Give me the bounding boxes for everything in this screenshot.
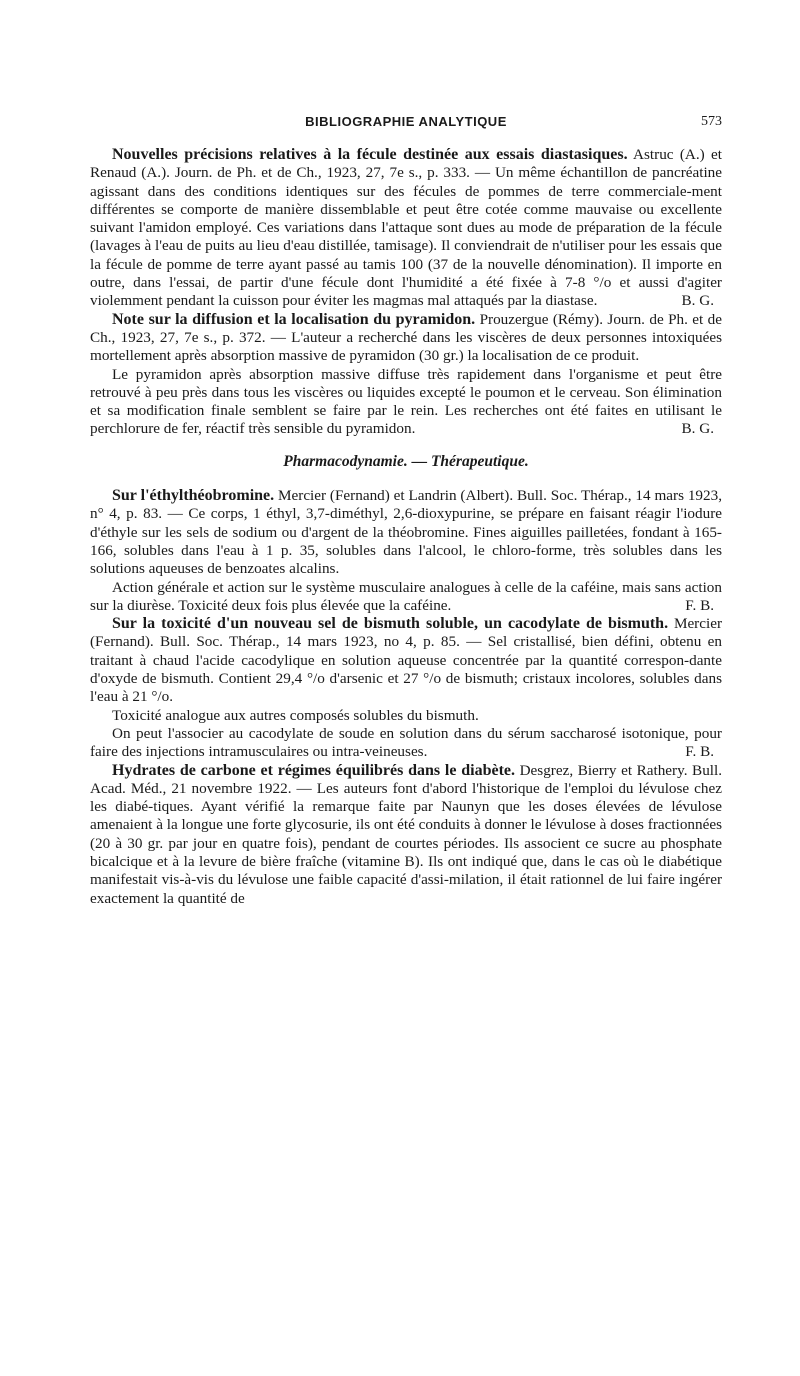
entry-citation: Mercier (Fernand). Bull. Soc. Thérap., 14 mars 1923, no 4, p. 85. — <box>90 615 722 651</box>
entry-paragraph: Un même échantillon de pancréatine agissant dans des conditions identiques sur des fécules de pommes de terre commerciale-ment différentes se comporte de manière dissemblable et peut être cotée comme mauvaise ou excellente suivant l'amidon employé. Ces variations dans l'attaque sont dues au mode de préparation de la fécule (lavages à l'eau de puits au lieu d'eau distillée, tamisage). Il conviendrait de n'utiliser pour les essais que la fécule de pomme de terre ayant passé au tamis 100 (37 de la nouvelle dénomination). Il importe en outre, dans l'essai, de partir d'une fécule dont l'humidité a été fixée à 7-8 °/o et aussi d'agiter violemment pendant la cuisson pour éviter les magmas mal attaqués par la diastase. <box>90 164 723 310</box>
bibliography-entry <box>90 487 722 578</box>
entry-citation: Astruc (A.) et Renaud (A.). Journ. de Ph. et de Ch., 1923, 27, 7e s., p. 333. — <box>90 146 722 182</box>
entry-paragraph-text: On peut l'associer au cacodylate de soude en solution dans du sérum saccharosé isotonique, pour faire des injections intramusculaires ou intra-veineuses. <box>90 724 722 761</box>
page-body <box>90 146 722 908</box>
entry-signature: B. G. <box>681 420 714 438</box>
page-number: 573 <box>701 114 722 129</box>
bibliography-entry <box>90 762 722 908</box>
entry-title: Nouvelles précisions relatives à la fécule destinée aux essais diastasiques. <box>112 146 628 163</box>
entry-paragraph: Sel cristallisé, bien défini, obtenu en traitant à chaud l'acide cacodylique en solution aqueuse concentrée par la quantité correspon-dante d'oxyde de bismuth. Contient 29,4 °/o d'arsenic et 27 °/o de bismuth; cristaux incolores, solubles dans l'eau à 21 °/o. <box>90 633 723 706</box>
running-title: BIBLIOGRAPHIE ANALYTIQUE <box>305 114 507 129</box>
entry-title: Note sur la diffusion et la localisation du pyramidon. <box>112 310 476 328</box>
entry-paragraph <box>90 366 722 439</box>
entry-paragraph <box>90 579 722 616</box>
entry-paragraph: Ce corps, 1 éthyl, 3,7-diméthyl, 2,6-dioxypurine, se prépare en faisant réagir l'iodure d'éthyle sur les sels de sodium ou d'argent de la théobromine. Fines aiguilles pailletées, fondant à 165-166, solubles dans l'eau à 1 p. 35, solubles dans l'alcool, le chloro-forme, très solubles dans les solutions aqueuses de benzoates alcalins. <box>90 505 722 578</box>
entry-paragraph: Toxicité analogue aux autres composés solubles du bismuth. <box>112 706 479 724</box>
entry-paragraph <box>90 725 722 762</box>
entry-title: Sur la toxicité d'un nouveau sel de bismuth soluble, un cacodylate de bismuth. <box>112 615 669 633</box>
entry-title: Hydrates de carbone et régimes équilibrés dans le diabète. <box>112 761 516 779</box>
bibliography-entry <box>90 146 722 311</box>
bibliography-entry <box>90 311 722 366</box>
entry-signature: B. G. <box>681 292 714 310</box>
entry-signature: F. B. <box>685 743 714 761</box>
entry-citation: Prouzergue (Rémy). Journ. de Ph. et de Ch., 1923, 27, 7e s., p. 372. — <box>90 310 722 346</box>
entry-title: Sur l'éthylthéobromine. <box>112 487 275 505</box>
entry-paragraph-text: Le pyramidon après absorption massive diffuse très rapidement dans l'organisme et peut être retrouvé à peu près dans tous les viscères ou liquides excepté le poumon et le cerveau. Son élimination et sa modification finale semblent se faire par le rein. Les recherches ont été faites en utilisant le perchlorure de fer, réactif très sensible du pyramidon. <box>90 365 722 438</box>
section-heading: Pharmacodynamie. — Thérapeutique. <box>283 452 529 470</box>
entry-citation: Desgrez, Bierry et Rathery. Bull. Acad. Méd., 21 novembre 1922. — <box>90 761 723 797</box>
entry-signature: F. B. <box>685 596 714 614</box>
entry-paragraph: Les auteurs font d'abord l'historique de l'emploi du lévulose chez les diabé-tiques. Ayant vérifié la remarque faite par Naunyn que les doses élevées de lévulose amenaient à la longue une forte glycosurie, ils ont été conduits à donner le lévulose à doses fractionnées (20 à 30 gr. par jour en quatre fois), pendant de courtes périodes. Ils associent ce sucre au phosphate bicalcique et à la levure de bière fraîche (vitamine B). Ils ont indiqué que, dans le cas où le diabétique manifestait vis-à-vis du lévulose une faible capacité d'assi-milation, il était rationnel de lui faire ingérer exactement la quantité de <box>90 779 723 907</box>
entry-paragraph-text: Action générale et action sur le système musculaire analogues à celle de la caféine, mais sans action sur la diurèse. Toxicité deux fois plus élevée que la caféine. <box>90 578 722 614</box>
page-header <box>90 114 722 134</box>
bibliography-entry <box>90 615 722 706</box>
entry-paragraph: L'auteur a recherché dans les viscères de deux personnes intoxiquées mortellement après absorption massive de pyramidon (30 gr.) la localisation de ce produit. <box>90 328 723 365</box>
entry-citation: Mercier (Fernand) et Landrin (Albert). Bull. Soc. Thérap., 14 mars 1923, n° 4, p. 83. — <box>90 487 723 523</box>
